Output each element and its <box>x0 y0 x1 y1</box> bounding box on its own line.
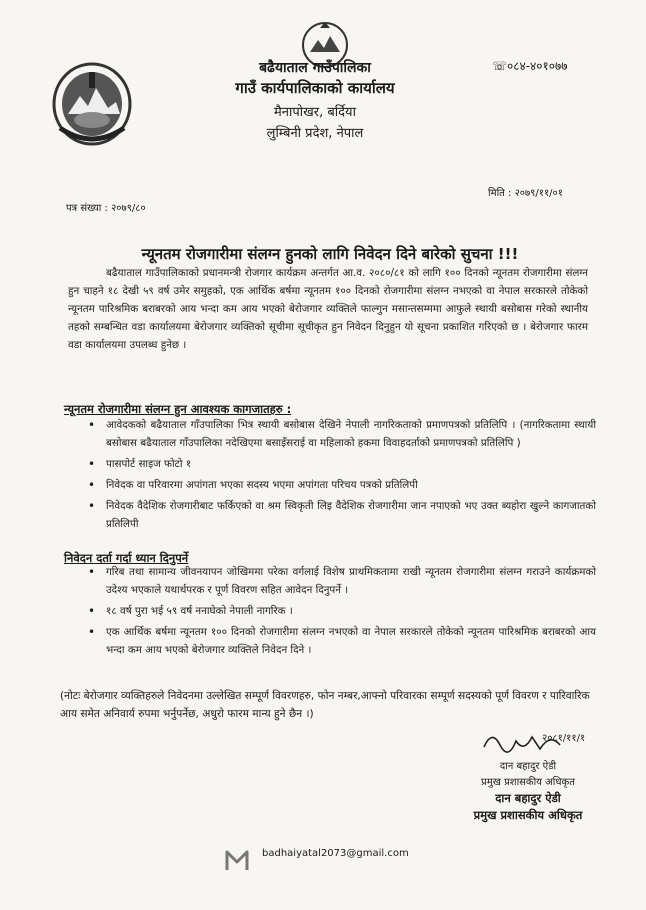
attention-heading: निवेदन दर्ता गर्दा ध्यान दिनुपर्ने <box>64 551 189 565</box>
list-item: • आवेदकको बढैयाताल गाँउपालिका भित्र स्थायी बसोबास देखिने नेपाली नागरिकताको प्रमाणपत्रको प्रतिलिपि । (नागरिकतामा स्थायी बसोबास बढैयाताल गाँउपालिका नदेखिएमा बसाइँसराई वा महिलाको हकमा विवाहदर्ताको प्रमाणपत्रको प्रतिलिपि ) <box>84 416 596 452</box>
mail-icon <box>224 848 250 872</box>
intro-paragraph <box>68 264 588 354</box>
attention-list <box>84 563 596 662</box>
list-item: • निवेदक वैदेशिक रोजगारीबाट फर्किएको वा श्रम स्विकृती लिइ वैदेशिक रोजगारीमा जान नपाएको भए उक्त ब्यहोरा खुल्ने कागजातको प्रतिलिपी <box>84 497 596 533</box>
office-address: मैनापोखर, बर्दिया <box>274 105 356 120</box>
signature-scribble <box>480 727 590 757</box>
footer-email: badhaiyatal2073@gmail.com <box>262 848 409 859</box>
intro-text: बढैयाताल गाउँपालिकाको प्रधानमन्त्री रोजगार कार्यक्रम अन्तर्गत आ.व. २०८०/८१ को लागि १०० दिनको न्यूनतम रोजगारीमा संलग्न हुन चाहने १८ देखी ५९ वर्ष उमेर समुहको, एक आर्थिक बर्षमा न्यूनतम १०० दिनको रोजगारीमा संलग्न नभएको वा नेपाल सरकारले तोकेको न्यूनतम पारिश्रमिक बराबरको आय भन्दा कम आय भएको बेरोजगार व्यक्तिले फाल्गुन मसान्तसम्ममा आफुले स्थायी बसोबास गरेको स्थानीय तहको सम्बन्धित वडा कार्यालयमा बेरोजगार व्यक्तिको सूचीमा सूचीकृत हुन निवेदन दिनुहुन यो सूचना प्रकाशित गरिएको छ । बेरोजगार फारम वडा कार्यालयमा उपलब्ध हुनेछ । <box>68 267 588 351</box>
signatory-designation: प्रमुख प्रशासकीय अधिकृत <box>481 777 575 788</box>
stamp-designation: प्रमुख प्रशासकीय अधिकृत <box>473 808 583 822</box>
signatory-name: दान बहादुर ऐडी <box>499 761 557 772</box>
documents-heading: न्यूनतम रोजगारीमा संलग्न हुन आवश्यक कागजातहरु : <box>64 402 292 416</box>
list-item: • गरिब तथा सामान्य जीवनयापन जोखिममा परेका वर्गलाई विशेष प्राथमिकतामा राखी न्यूनतम रोजगारीमा संलग्न गराउने कार्यक्रमको उदेश्य भएकाले यथार्थपरक र पूर्ण विवरण सहित आवेदन दिनुपर्ने । <box>84 563 596 599</box>
list-item: • पासपोर्ट साइज फोटो १ <box>84 455 596 473</box>
phone-number: ☏०८४-४०१०७७ <box>492 59 568 73</box>
list-item: • निवेदक वा परिवारमा अपांगता भएका सदस्य भएमा अपांगता परिचय पत्रको प्रतिलिपी <box>84 476 596 494</box>
handwritten-date: २०८१/११/१ <box>542 733 586 744</box>
office-province: लुम्बिनी प्रदेश, नेपाल <box>266 126 364 141</box>
documents-list <box>84 416 596 536</box>
notice-title: न्यूनतम रोजगारीमा संलग्न हुनको लागि निवेदन दिने बारेको सुचना !!! <box>141 245 519 263</box>
nepal-emblem-icon <box>50 58 134 148</box>
note-paragraph: (नोटः बेरोजगार व्यक्तिहरुले निवेदनमा उल्लेखित सम्पूर्ण विवरणहरु, फोन नम्बर,आफ्नो परिवारका सम्पूर्ण सदस्यको पूर्ण विवरण र पारिवारिक आय समेत अनिवार्य रुपमा भर्नुपर्नेछ, अधुरो फारम मान्य हुने छैन ।) <box>60 690 590 720</box>
letter-date: मिति : २०७९/११/०१ <box>488 188 563 199</box>
list-item: • १८ वर्ष पुरा भई ५९ वर्ष ननाघेको नेपाली नागरिक । <box>84 602 596 620</box>
municipality-name: बढैयाताल गाउँपालिका <box>259 60 371 76</box>
stamp-name: दान बहादुर ऐडी <box>495 791 561 805</box>
list-item: • एक आर्थिक बर्षमा न्यूनतम १०० दिनको रोजगारीमा संलग्न नभएको वा नेपाल सरकारले तोकेको न्यूनतम पारिश्रमिक बराबरको आय भन्दा कम आय भएको बेरोजगार व्यक्तिले निवेदन दिने । <box>84 623 596 659</box>
reference-number: पत्र संख्या : २०७९/८० <box>66 203 146 214</box>
office-name: गाउँ कार्यपालिकाको कार्यालय <box>235 79 395 97</box>
